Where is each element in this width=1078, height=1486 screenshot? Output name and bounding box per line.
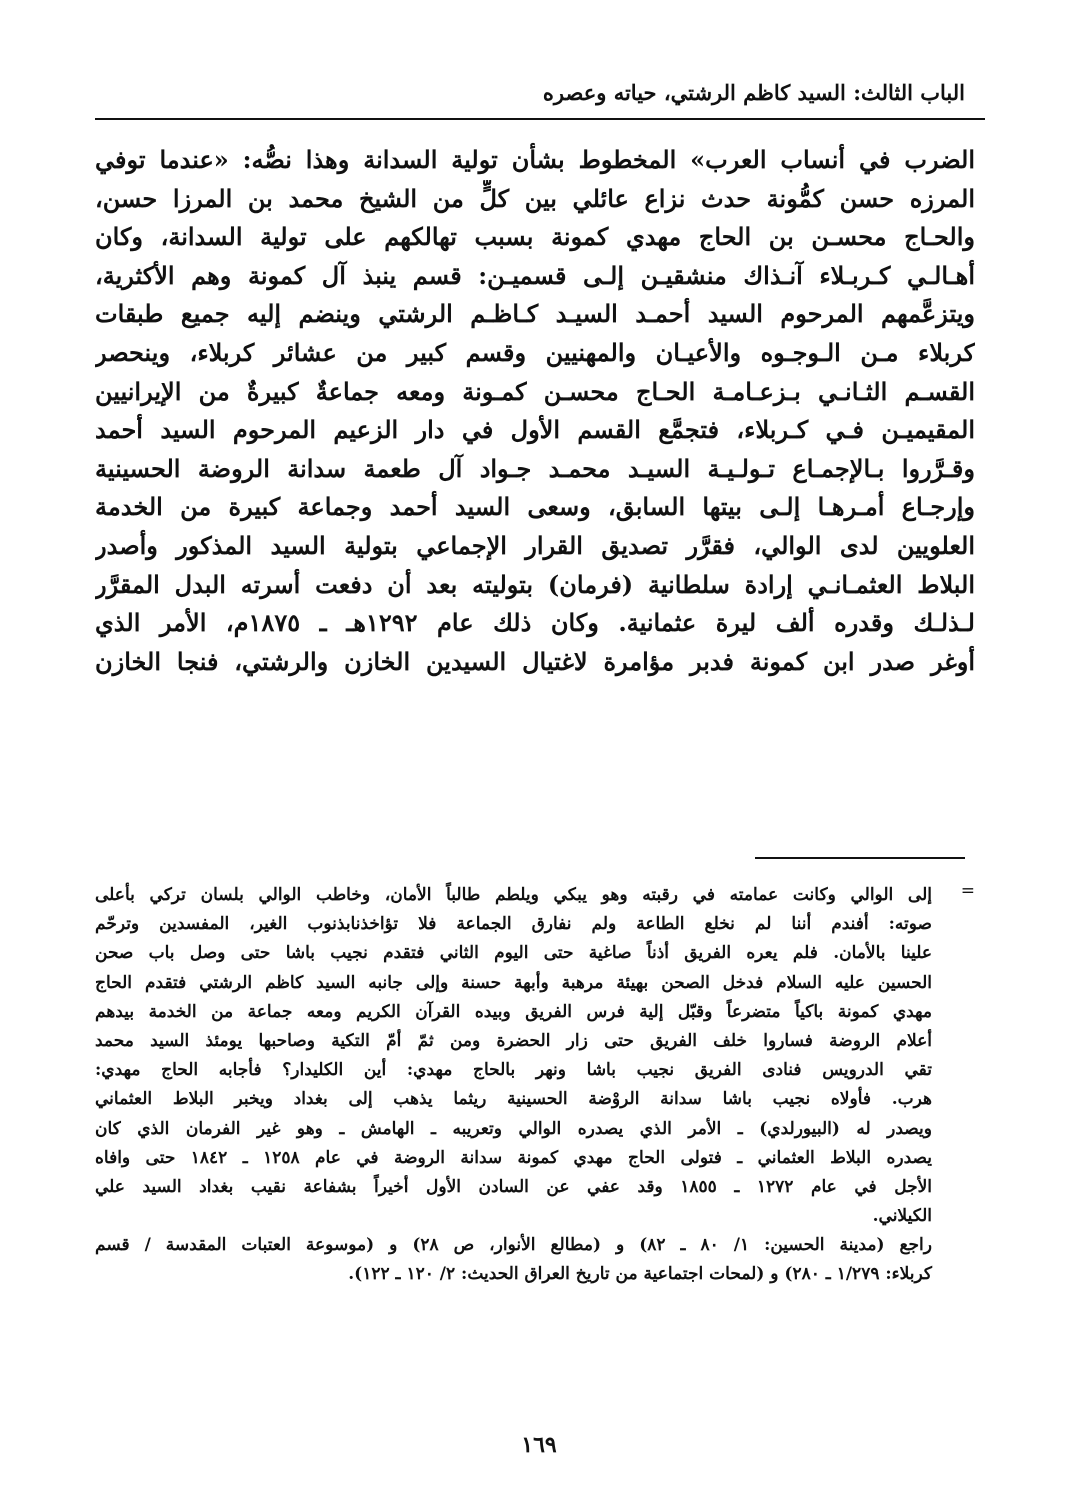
footnote-separator <box>755 857 965 859</box>
header-rule <box>95 118 985 120</box>
footnote-line: إلى الوالي وكانت عمامته في رقبته وهو يبكي ويلطم طالباً الأمان، وخاطب الوالي بلسان تركي بأعلى <box>95 885 932 905</box>
footnote-line: الحسين عليه السلام فدخل الصحن بهيئة مرهبة وأبهة حسنة وإلى جانبه السيد كاظم الرشتي فتقدم الحاج <box>95 972 932 993</box>
footnote-line: أعلام الروضة فساروا خلف الفريق حتى زار الحضرة ومن ثمّ أمّ التكية وصاحبها يومئذ السيد محمد <box>95 1030 932 1051</box>
footnote-continuation-marker: = <box>960 881 975 901</box>
text-line: ويتزعَّمهم المرحوم السيد أحمـد السيـد كـاظـم الرشتي وينضم إليه جميع طبقات <box>95 299 975 329</box>
main-text <box>95 141 975 681</box>
text-line: أهـالـي كـربـلاء آنـذاك منشقيـن إلـى قسميـن: قسم ينبذ آل كمونة وهم الأكثرية، <box>95 260 975 290</box>
page-number: ١٦٩ <box>521 1432 557 1458</box>
footnote-line: صوته: أفندم أننا لم نخلع الطاعة ولم نفارق الجماعة فلا تؤاخذنابذنوب الغير، المفسدين وترحّم <box>95 914 932 935</box>
text-line: القسـم الثـانـي بـزعـامـة الحـاج محسـن كمـونة ومعه جماعةٌ كبيرةٌ من الإيرانيين <box>95 376 975 406</box>
footnote-line: علينا بالأمان. فلم يعره الفريق أذناً صاغية حتى اليوم الثاني فتقدم نجيب باشا حتى وصل باب صحن <box>95 943 932 964</box>
text-line: المقيميـن فـي كـربلاء، فتجمَّع القسم الأول في دار الزعيم المرحوم السيد أحمد <box>95 415 975 445</box>
text-line: وإرجـاع أمـرهـا إلـى بيتها السابق، وسعى السيد أحمد وجماعة كبيرة من الخدمة <box>95 492 975 522</box>
footnote-line: ويصدر له (البيورلدي) ـ الأمر الذي يصدره الوالي وتعريبه ـ الهامش ـ وهو غير الفرمان الذي كان <box>95 1118 932 1139</box>
footnote-line: هرب. فأولاه نجيب باشا سدانة الروْضة الحسينية ريثما يذهب إلى بغداد ويخبر البلاط العثماني <box>95 1089 932 1110</box>
footnote-line: مهدي كمونة باكياً متضرعاً وقبّل إلية فرس الفريق وبيده القرآن الكريم ومعه جماعة من الخدمة بيدهم <box>95 1001 932 1022</box>
footnote-line: الكيلاني. <box>872 1206 932 1227</box>
text-line: الضرب في أنساب العرب» المخطوط بشأن تولية السدانة وهذا نصُّه: «عندما توفي <box>95 145 975 174</box>
running-header: الباب الثالث: السيد كاظم الرشتي، حياته وعصره <box>542 80 965 105</box>
footnote-line: راجع (مدينة الحسين: ١/ ٨٠ ـ ٨٢) و (مطالع الأنوار، ص ٢٨) و (موسوعة العتبات المقدسة / قسم <box>95 1235 932 1256</box>
text-line: البلاط العثمـانـي إرادة سلطانية (فرمان) بتوليته بعد أن دفعت أسرته البدل المقرَّر <box>95 569 975 599</box>
footnote-line: يصدره البلاط العثماني ـ فتولى الحاج مهدي كمونة سدانة الروضة في عام ١٢٥٨ ـ ١٨٤٢ حتى وافاه <box>95 1147 932 1168</box>
text-line: وقـرَّروا بـالإجمـاع تـولـيـة السيـد محمـد جـواد آل طعمة سدانة الروضة الحسينية <box>95 453 975 483</box>
text-line: المرزه حسن كمُّونة حدث نزاع عائلي بين كلٍّ من الشيخ محمد بن المرزا حسن، <box>95 183 975 213</box>
footnotes <box>95 881 975 1290</box>
footnote-line: كربلاء: ١/٢٧٩ ـ ٢٨٠) و (لمحات اجتماعية من تاريخ العراق الحديث: ٢/ ١٢٠ ـ ١٢٢). <box>348 1264 932 1285</box>
text-line: العلويين لدى الوالي، فقرَّر تصديق القرار الإجماعي بتولية السيد المذكور وأصدر <box>95 530 975 560</box>
text-line: كربلاء مـن الـوجـوه والأعيـان والمهنيين وقسم كبير من عشائر كربلاء، وينحصر <box>95 337 975 367</box>
footnote-line: تقي الدرويس فنادى الفريق نجيب باشا ونهر بالحاج مهدي: أين الكليدار؟ فأجابه الحاج مهدي: <box>95 1060 932 1081</box>
text-line: أوغر صدر ابن كمونة فدبر مؤامرة لاغتيال السيدين الخازن والرشتي، فنجا الخازن <box>95 646 975 676</box>
text-line: والحـاج محسـن بن الحاج مهدي كمونة بسبب تهالكهم على تولية السدانة، وكان <box>95 222 975 252</box>
footnote-line: الأجل في عام ١٢٧٢ ـ ١٨٥٥ وقد عفي عن السادن الأول أخيراً بشفاعة نقيب بغداد السيد علي <box>95 1176 932 1197</box>
text-line: لـذلـك وقدره ألف ليرة عثمانية. وكان ذلك عام ١٢٩٢هـ ـ ١٨٧٥م، الأمر الذي <box>95 608 975 638</box>
